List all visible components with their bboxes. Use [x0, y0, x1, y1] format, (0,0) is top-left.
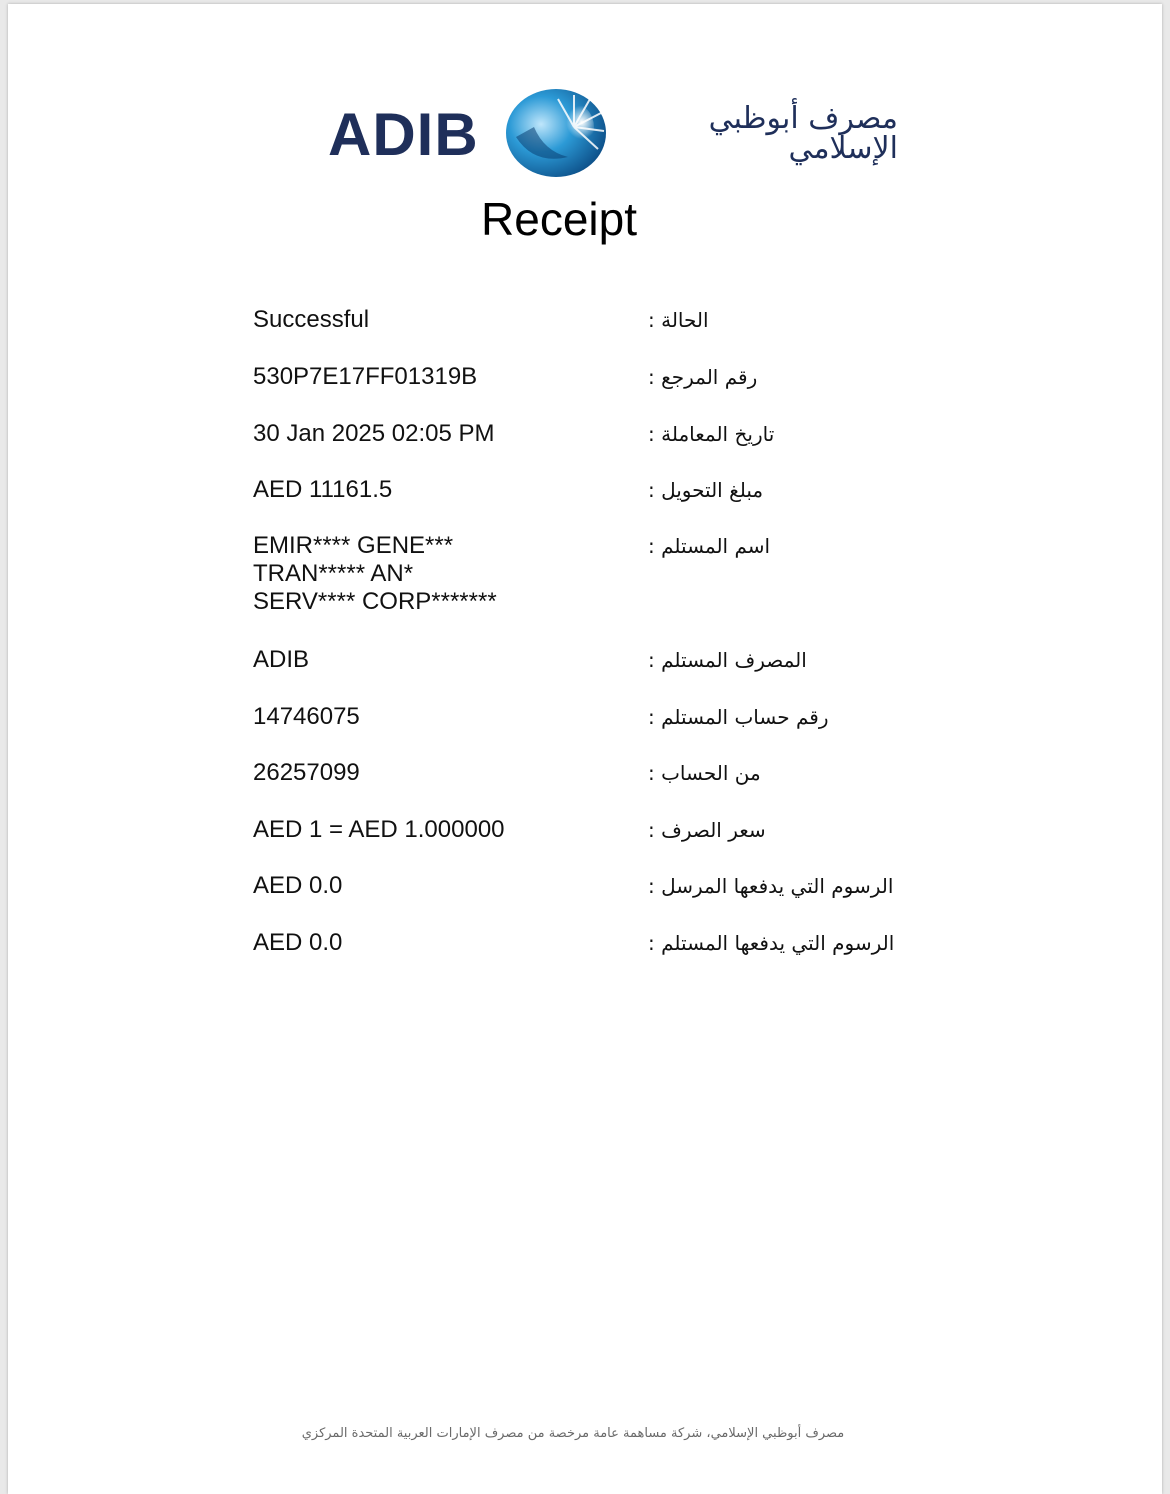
sender-fees-label: الرسوم التي يدفعها المرسل :: [648, 874, 894, 898]
from-account-value: 26257099: [253, 759, 360, 786]
sender-fees-value: AED 0.0: [253, 872, 343, 899]
footer-disclaimer: مصرف أبوظبي الإسلامي، شركة مساهمة عامة مرخصة من مصرف الإمارات العربية المتحدة المركزي: [301, 1426, 845, 1441]
reference-label: رقم المرجع :: [648, 365, 758, 389]
beneficiary-fees-label: الرسوم التي يدفعها المستلم :: [648, 931, 895, 955]
status-value: Successful: [253, 306, 370, 333]
logo-arabic-line-1: مصرف أبوظبي: [708, 101, 898, 136]
adib-logo: [328, 82, 908, 182]
beneficiary-bank-label: المصرف المستلم :: [648, 648, 807, 672]
receipt-title: Receipt: [481, 193, 637, 245]
logo-arabic-text: [628, 101, 898, 166]
reference-value: 530P7E17FF01319B: [253, 363, 478, 390]
beneficiary-account-value: 14746075: [253, 703, 360, 730]
beneficiary-bank-value: ADIB: [253, 646, 310, 673]
globe-logo-icon: [504, 87, 608, 179]
amount-label: مبلغ التحويل :: [648, 478, 764, 502]
beneficiary-fees-value: AED 0.0: [253, 929, 343, 956]
beneficiary-name-value: EMIR**** GENE*** TRAN***** AN* SERV**** CORP*******: [253, 532, 497, 615]
beneficiary-name-label: اسم المستلم :: [648, 534, 771, 558]
amount-value: AED 11161.5: [253, 476, 393, 503]
date-label: تاريخ المعاملة :: [648, 422, 775, 446]
beneficiary-account-label: رقم حساب المستلم :: [648, 705, 829, 729]
logo-wordmark: ADIB: [328, 101, 479, 168]
exchange-rate-value: AED 1 = AED 1.000000: [253, 816, 505, 843]
from-account-label: من الحساب :: [648, 761, 761, 785]
date-value: 30 Jan 2025 02:05 PM: [253, 420, 495, 447]
exchange-rate-label: سعر الصرف :: [648, 818, 766, 842]
logo-arabic-line-2: الإسلامي: [788, 131, 898, 166]
receipt-page: [8, 4, 1162, 1494]
status-label: الحالة :: [648, 308, 709, 332]
